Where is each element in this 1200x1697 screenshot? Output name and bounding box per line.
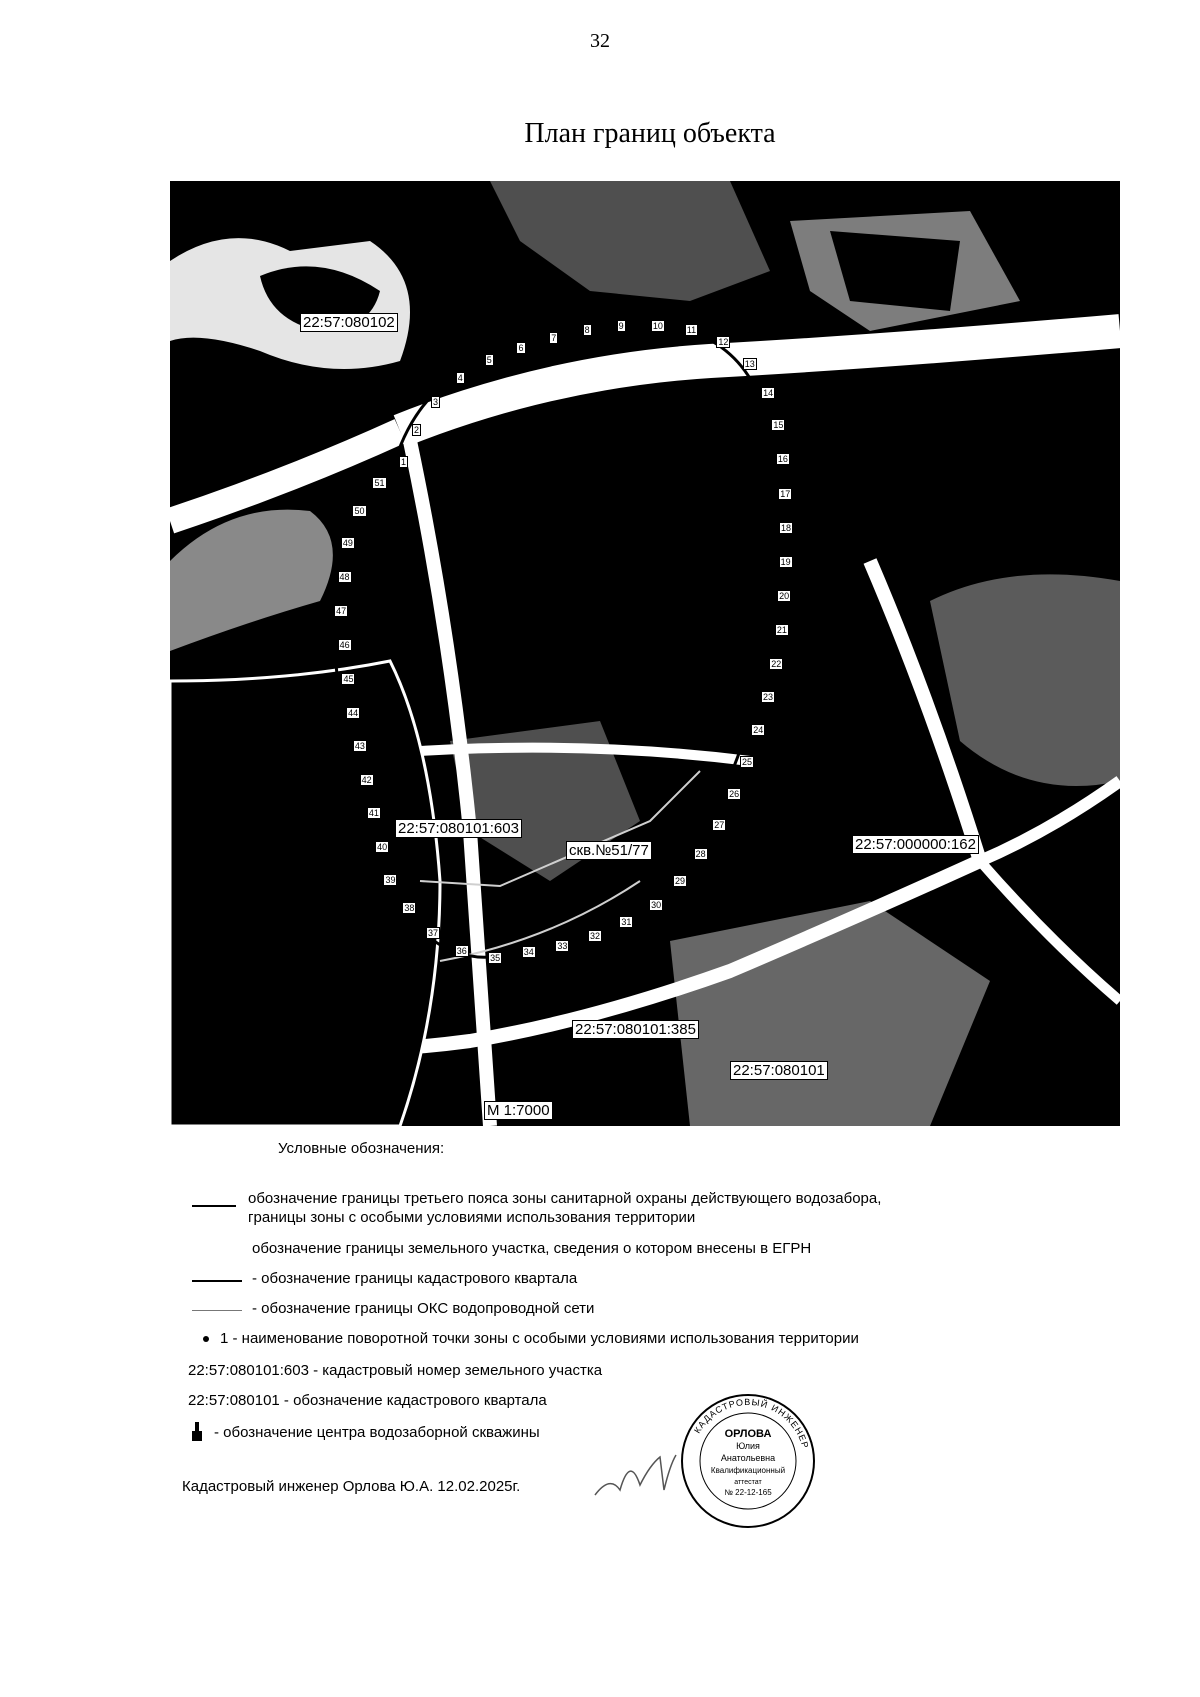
boundary-point: 2 bbox=[414, 425, 420, 436]
parcel-label-162: 22:57:000000:162 bbox=[852, 835, 979, 854]
aerial-map[interactable] bbox=[170, 181, 1120, 1126]
boundary-point: 41 bbox=[368, 808, 379, 819]
well-icon bbox=[190, 1421, 204, 1443]
boundary-point: 40 bbox=[377, 841, 388, 852]
signature-scribble bbox=[590, 1445, 680, 1505]
boundary-point: 46 bbox=[339, 639, 350, 650]
stamp-line-5: № 22-12-165 bbox=[724, 1488, 772, 1497]
quarter-label-080101: 22:57:080101 bbox=[730, 1061, 828, 1080]
legend-parcel-text: обозначение границы земельного участка, сведения о котором внесены в ЕГРН bbox=[252, 1240, 812, 1257]
boundary-point: 28 bbox=[695, 848, 706, 859]
boundary-point: 45 bbox=[343, 673, 354, 684]
boundary-point: 8 bbox=[584, 325, 590, 336]
boundary-point: 18 bbox=[780, 522, 791, 533]
boundary-point: 31 bbox=[621, 917, 632, 928]
boundary-point: 44 bbox=[348, 707, 359, 718]
boundary-point: 13 bbox=[744, 359, 755, 370]
boundary-point: 36 bbox=[456, 946, 467, 957]
boundary-point: 3 bbox=[433, 397, 439, 407]
boundary-point: 22 bbox=[771, 659, 782, 670]
legend-point-text: 1 - наименование поворотной точки зоны с особыми условиями использования территории bbox=[220, 1330, 859, 1347]
legend-zone-line1: обозначение границы третьего пояса зоны санитарной охраны действующего водозабора, bbox=[248, 1190, 882, 1207]
boundary-point: 24 bbox=[753, 725, 764, 736]
boundary-point: 7 bbox=[551, 332, 557, 343]
boundary-point: 35 bbox=[490, 953, 501, 964]
boundary-point: 32 bbox=[590, 930, 601, 941]
parcel-label-385: 22:57:080101:385 bbox=[572, 1020, 699, 1039]
boundary-point: 30 bbox=[651, 900, 662, 911]
stamp-line-0: ОРЛОВА bbox=[724, 1428, 772, 1440]
boundary-point: 5 bbox=[486, 355, 492, 366]
legend-quarter-text: - обозначение границы кадастрового квартала bbox=[252, 1270, 578, 1287]
boundary-point: 12 bbox=[718, 337, 729, 348]
boundary-point: 9 bbox=[618, 321, 624, 332]
zone-boundary-symbol bbox=[192, 1205, 236, 1207]
boundary-point: 16 bbox=[777, 454, 788, 465]
boundary-point: 15 bbox=[773, 420, 784, 431]
boundary-point: 39 bbox=[385, 874, 396, 885]
page-number: 32 bbox=[590, 30, 610, 52]
stamp-line-3: Квалификационный bbox=[710, 1466, 786, 1475]
boundary-point: 48 bbox=[339, 571, 350, 582]
boundary-point: 10 bbox=[652, 320, 663, 331]
boundary-point: 26 bbox=[729, 789, 740, 800]
boundary-point: 33 bbox=[557, 940, 568, 951]
boundary-point: 50 bbox=[354, 506, 365, 517]
boundary-point: 51 bbox=[374, 478, 385, 489]
stamp-ring-text: КАДАСТРОВЫЙ ИНЖЕНЕР bbox=[692, 1396, 811, 1450]
boundary-point: 21 bbox=[776, 625, 787, 636]
stamp-line-1: Юлия bbox=[736, 1441, 760, 1451]
boundary-point: 43 bbox=[354, 741, 365, 752]
signature-line: Кадастровый инженер Орлова Ю.А. 12.02.2025г. bbox=[182, 1478, 521, 1495]
cadastral-engineer-stamp bbox=[678, 1391, 818, 1531]
legend-network-text: - обозначение границы ОКС водопроводной сети bbox=[252, 1300, 595, 1317]
stamp-line-2: Анатольевна bbox=[720, 1453, 776, 1463]
boundary-point: 20 bbox=[779, 591, 790, 602]
quarter-label-080102: 22:57:080102 bbox=[300, 313, 398, 332]
legend-zone-line2: границы зоны с особыми условиями использования территории bbox=[248, 1209, 696, 1226]
stamp-line-4: аттестат bbox=[734, 1479, 762, 1486]
boundary-point: 25 bbox=[741, 757, 752, 768]
boundary-point: 29 bbox=[675, 875, 686, 886]
parcel-label-603: 22:57:080101:603 bbox=[395, 819, 522, 838]
boundary-point: 37 bbox=[428, 927, 439, 938]
legend-quarter-number-text: 22:57:080101 - обозначение кадастрового квартала bbox=[188, 1392, 547, 1409]
boundary-point: 34 bbox=[523, 947, 534, 958]
boundary-point: 49 bbox=[342, 537, 353, 548]
scale-label: М 1:7000 bbox=[484, 1101, 553, 1120]
boundary-point-symbol bbox=[203, 1336, 209, 1342]
boundary-point: 1 bbox=[401, 457, 407, 467]
boundary-point: 27 bbox=[714, 819, 725, 830]
legend-title: Условные обозначения: bbox=[278, 1140, 445, 1157]
boundary-point: 11 bbox=[686, 324, 697, 335]
water-network-symbol bbox=[192, 1310, 242, 1311]
boundary-point: 4 bbox=[457, 373, 463, 384]
boundary-point: 17 bbox=[780, 488, 791, 499]
legend-well-text: - обозначение центра водозаборной скважины bbox=[214, 1424, 540, 1441]
page-title: План границ объекта bbox=[524, 118, 776, 149]
boundary-point: 14 bbox=[763, 387, 774, 398]
boundary-point: 6 bbox=[518, 342, 524, 353]
well-label: скв.№51/77 bbox=[566, 841, 652, 860]
boundary-point: 38 bbox=[404, 903, 415, 914]
boundary-point: 23 bbox=[763, 692, 774, 703]
boundary-point: 47 bbox=[336, 605, 347, 616]
quarter-boundary-symbol bbox=[192, 1280, 242, 1282]
lake bbox=[170, 661, 440, 1126]
boundary-point: 19 bbox=[780, 556, 791, 567]
boundary-point: 42 bbox=[361, 774, 372, 785]
legend-cadastral-number-text: 22:57:080101:603 - кадастровый номер земельного участка bbox=[188, 1362, 603, 1379]
